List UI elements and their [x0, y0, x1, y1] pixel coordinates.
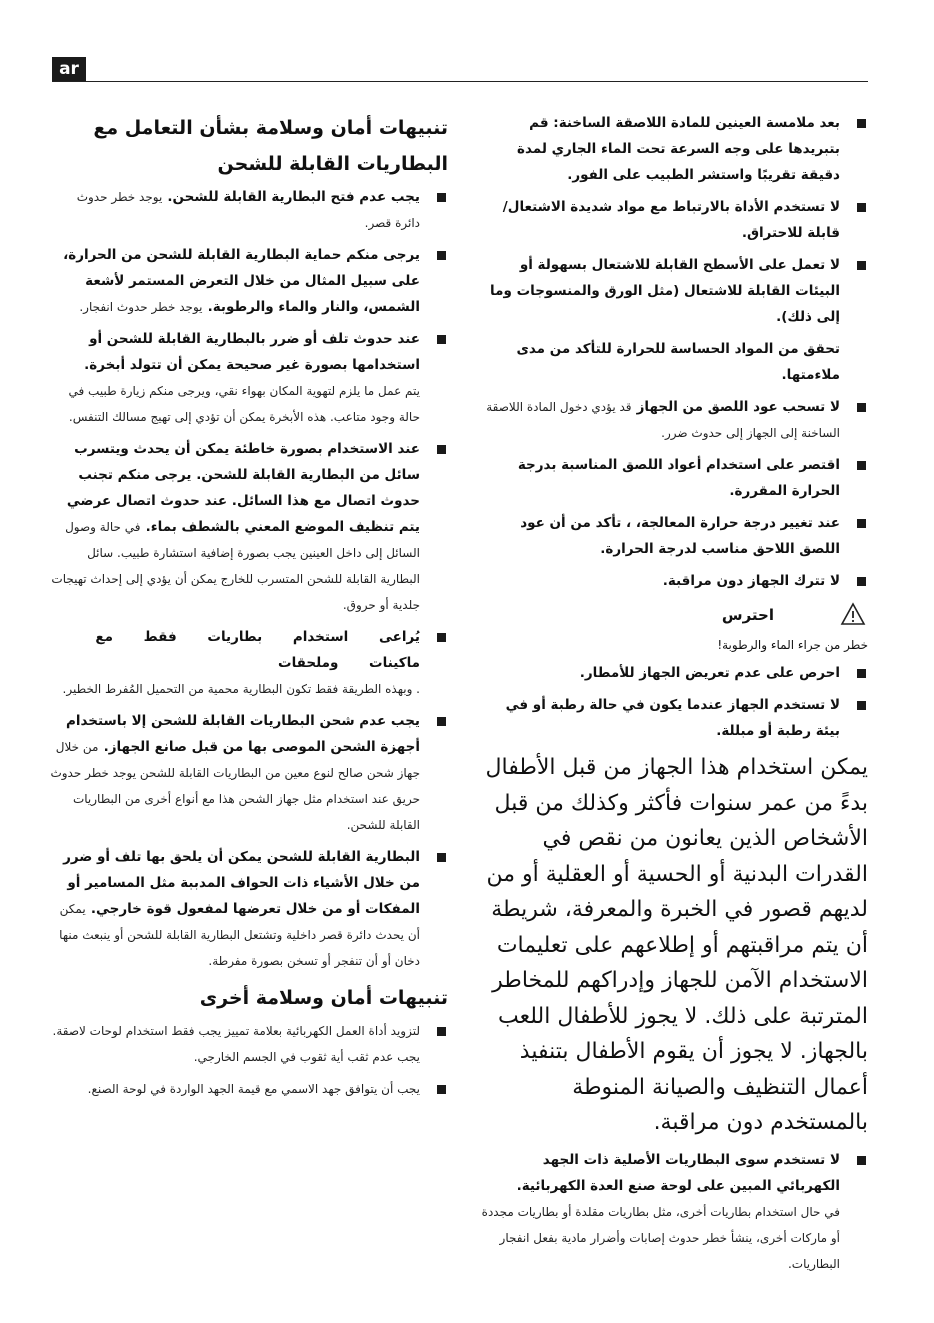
- bullet-icon: [437, 445, 446, 454]
- list-item: يجب عدم فتح البطارية القابلة للشحن. يوجد خطر حدوث دائرة قصر.: [50, 184, 448, 236]
- bullet-icon: [437, 335, 446, 344]
- bullet-icon: [857, 1156, 866, 1165]
- warning-triangle-icon: [840, 602, 866, 626]
- bullet-icon: [857, 669, 866, 678]
- bullet-icon: [857, 701, 866, 710]
- list-item: لا تستخدم سوى البطاريات الأصلية ذات الجهد الكهربائي المبين على لوحة صنع العدة الكهربائية. في حال استخدام بطاريات أخرى، مثل بطاريات مقلدة أو بطاريات مجددة أو ماركات أخرى، ينشأ خطر حدوث إصابات وأضرار مادية بفعل انفجار البطاريات.: [478, 1147, 868, 1277]
- bullet-icon: [857, 119, 866, 128]
- bullet-icon: [437, 1085, 446, 1094]
- bullet-icon: [857, 577, 866, 586]
- warning-text: خطر من جراء الماء والرطوبة!: [717, 638, 868, 652]
- list-item: البطارية القابلة للشحن يمكن أن يلحق بها تلف أو ضرر من خلال الأشياء ذات الحواف المدببة مثل المسامير أو المفكات أو من خلال تعرضها لمفعول قوة خارجي. يمكن أن يحدث دائرة قصر داخلية وتشتعل البطارية القابلة للشحن أو ينبعث منها دخان أو أن تنفجر أو تسخن بصورة مفرطة.: [50, 844, 448, 974]
- list-item: يرجى منكم حماية البطارية القابلة للشحن من الحرارة، على سبيل المثال من خلال التعرض المستمر لأشعة الشمس، والنار والماء والرطوبة. يوجد خطر حدوث انفجار.: [50, 242, 448, 320]
- list-item: لا تسحب عود اللصق من الجهاز قد يؤدي دخول المادة اللاصقة الساخنة إلى الجهاز إلى حدوث ضرر.: [478, 394, 868, 446]
- bullet-icon: [857, 203, 866, 212]
- list-item: يجب أن يتوافق جهد الاسمي مع قيمة الجهد الواردة في لوحة الصنع.: [50, 1076, 448, 1102]
- bullet-icon: [857, 261, 866, 270]
- list-item: عند الاستخدام بصورة خاطئة يمكن أن يحدث ويتسرب سائل من البطارية القابلة للشحن. يرجى منكم تجنب حدوث اتصال مع هذا السائل. عند حدوث اتصال عرضي يتم تنظيف الموضع المعني بالشطف بماء. في حالة وصول السائل إلى داخل العينين يجب بصورة إضافية استشارة طبيب. سائل البطارية القابلة للشحن المتسرب للخارج يمكن أن يؤدي إلى إحداث تهيجات جلدية أو حروق.: [50, 436, 448, 618]
- bullet-icon: [437, 717, 446, 726]
- bullet-icon: [437, 633, 446, 642]
- battery-safety-heading: تنبيهات أمان وسلامة بشأن التعامل مع البطاريات القابلة للشحن: [93, 117, 448, 175]
- warning-header: [478, 600, 868, 634]
- bullet-icon: [437, 193, 446, 202]
- bullet-icon: [437, 1027, 446, 1036]
- bullet-icon: [437, 251, 446, 260]
- bullet-icon: [857, 461, 866, 470]
- left-column: [50, 110, 448, 1108]
- safety-list-top: [478, 110, 868, 594]
- list-item: عند حدوث تلف أو ضرر بالبطارية القابلة للشحن أو استخدامها بصورة غير صحيحة يمكن أن تتولد أبخرة. يتم عمل ما يلزم لتهوية المكان بهواء نقي، ويرجى منكم زيارة طبيب في حالة وجود متاعب. هذه الأبخرة يمكن أن تؤدي إلى تهيج مسالك التنفس.: [50, 326, 448, 430]
- list-item: لا تترك الجهاز دون مراقبة.: [478, 568, 868, 594]
- list-item: لا تعمل على الأسطح القابلة للاشتعال بسهولة أو البيئات القابلة للاشتعال (مثل الورق والمنسوجات وما إلى ذلك).: [478, 252, 868, 330]
- list-item: احرص على عدم تعريض الجهاز للأمطار.: [478, 660, 868, 686]
- list-item: يُراعى استخدام بطاريات فقط مع ماكينات وملحقات . وبهذه الطريقة فقط تكون البطارية محمية من التحميل المُفرط الخطير.: [50, 624, 448, 702]
- other-safety-heading: تنبيهات أمان وسلامة أخرى: [199, 987, 448, 1009]
- list-item: بعد ملامسة العينين للمادة اللاصقة الساخنة: قم بتبريدها على وجه السرعة تحت الماء الجاري لمدة دقيقة تقريبًا واستشر الطبيب على الفور.: [478, 110, 868, 188]
- list-item: يجب عدم شحن البطاريات القابلة للشحن إلا باستخدام أجهزة الشحن الموصى بها من قبل صانع الجهاز. من خلال جهاز شحن صالح لنوع معين من البطاريات القابلة للشحن يوجد خطر حدوث حريق عند استخدام مثل جهاز الشحن هذا مع أنواع أخرى من البطاريات القابلة للشحن.: [50, 708, 448, 838]
- header-rule: [52, 81, 868, 82]
- warning-title: احترس: [721, 606, 774, 624]
- bullet-icon: [857, 519, 866, 528]
- children-paragraph: يمكن استخدام هذا الجهاز من قبل الأطفال بدءً من عمر سنوات فأكثر وكذلك من قبل الأشخاص الذين يعانون من نقص في القدرات البدنية أو الحسية أو العقلية أو من لديهم قصور في الخبرة والمعرفة، شريطة أن يتم مراقبتهم أو إطلاعهم على تعليمات الاستخدام الآمن للجهاز وإدراكهم للمخاطر المترتبة على ذلك. لا يجوز للأطفال اللعب بالجهاز. لا يجوز أن يقوم الأطفال بتنفيذ أعمال التنظيف والصيانة المنوطة بالمستخدم دون مراقبة.: [485, 755, 868, 1135]
- right-column: [478, 110, 868, 1283]
- other-safety-list: [50, 1018, 448, 1102]
- list-item: لا تستخدم الأداة بالارتباط مع مواد شديدة الاشتعال/ قابلة للاحتراق.: [478, 194, 868, 246]
- bullet-icon: [437, 853, 446, 862]
- list-item: تحقق من المواد الحساسة للحرارة للتأكد من مدى ملاءمتها.: [516, 341, 840, 383]
- language-tag: ar: [52, 57, 86, 81]
- safety-list-mid: [478, 660, 868, 744]
- list-item: اقتصر على استخدام أعواد اللصق المناسبة بدرجة الحرارة المقررة.: [478, 452, 868, 504]
- battery-safety-list: [50, 184, 448, 974]
- list-item: عند تغيير درجة حرارة المعالجة، ، تأكد من أن عود اللصق اللاحق مناسب لدرجة الحرارة.: [478, 510, 868, 562]
- bullet-icon: [857, 403, 866, 412]
- safety-list-bottom: [478, 1147, 868, 1277]
- list-item: لتزويد أداة العمل الكهربائية بعلامة تمييز يجب فقط استخدام لوحات لاصقة. يجب عدم ثقب أية ثقوب في الجسم الخارجي.: [50, 1018, 448, 1070]
- list-item: لا تستخدم الجهاز عندما يكون في حالة رطبة أو في بيئة رطبة أو مبللة.: [478, 692, 868, 744]
